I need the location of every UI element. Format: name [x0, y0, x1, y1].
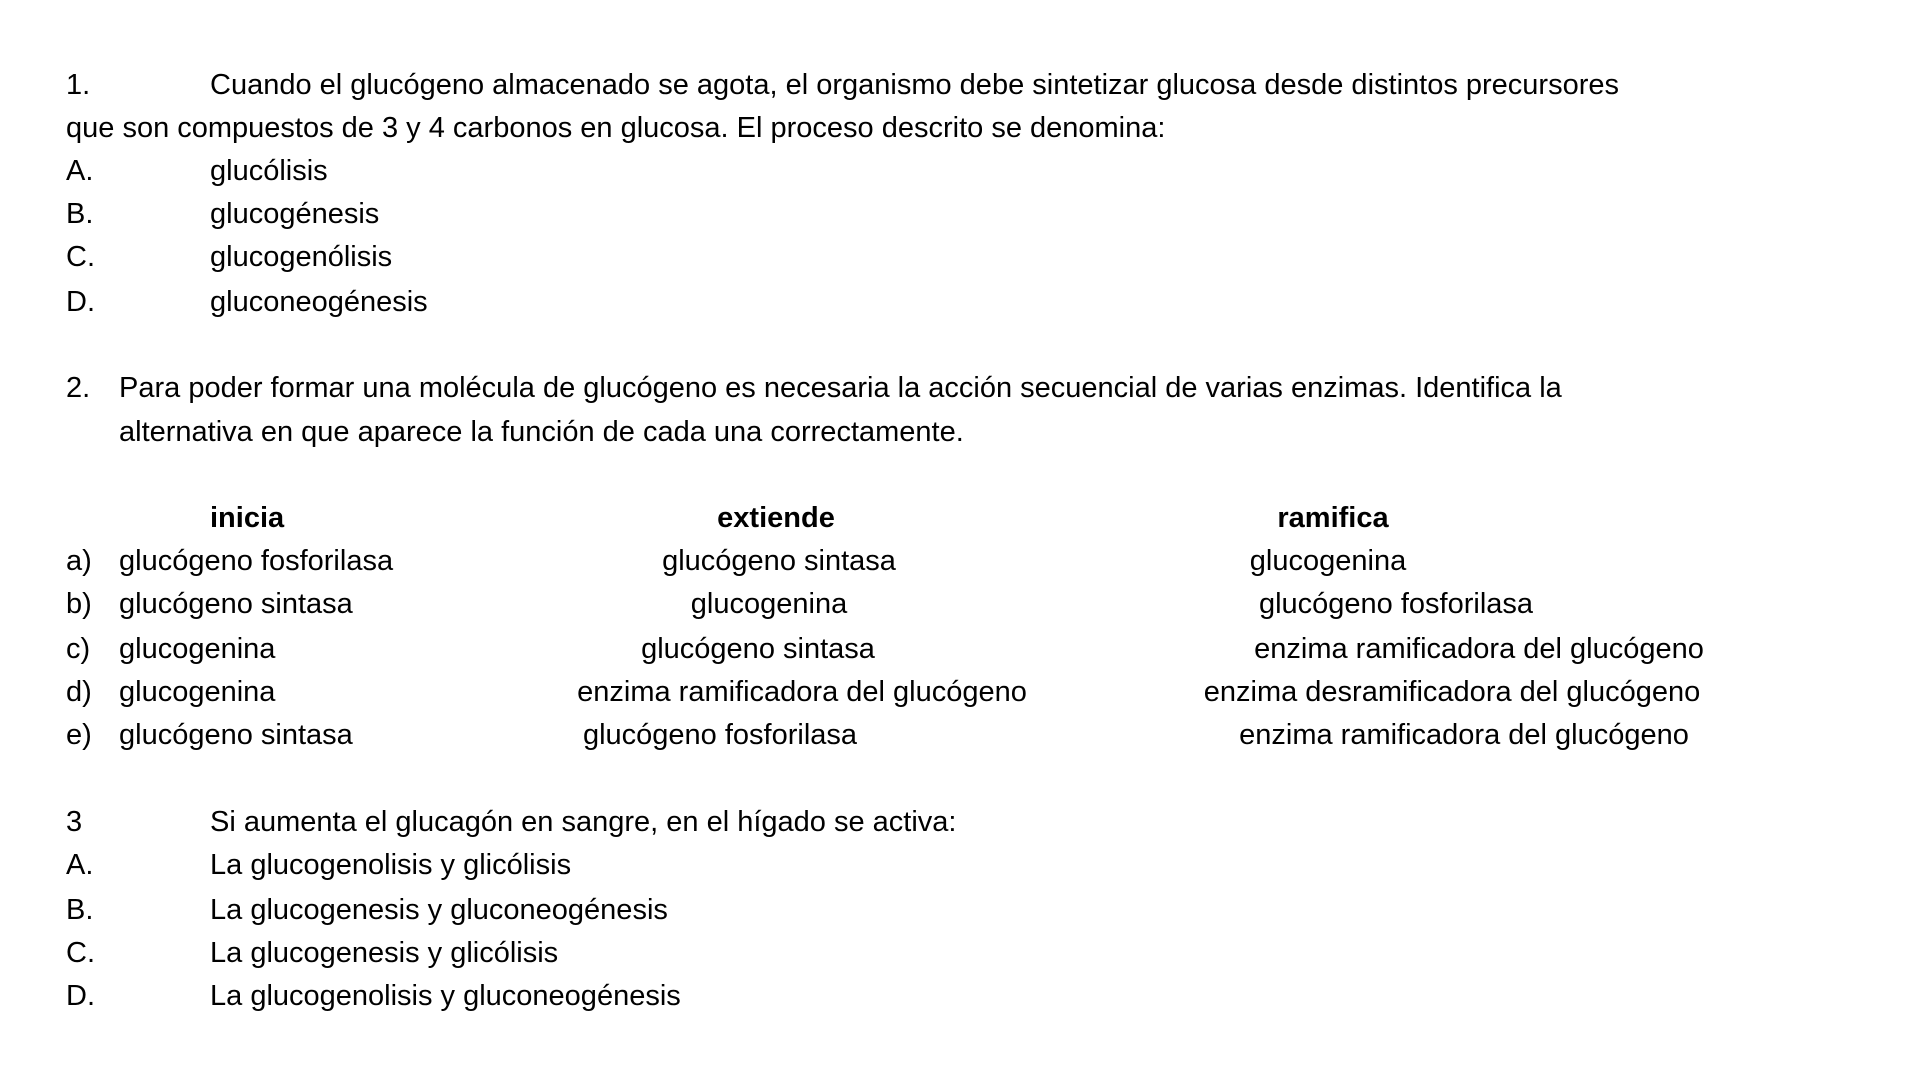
cell-inicia: glucógeno sintasa [119, 588, 353, 620]
question-text: alternativa en que aparece la función de cada una correctamente. [119, 416, 964, 448]
cell-extiende: glucógeno fosforilasa [582, 719, 858, 751]
question-number: 3 [66, 806, 83, 838]
option-text: La glucogenesis y gluconeogénesis [210, 894, 668, 926]
cell-extiende: glucogenina [690, 588, 848, 620]
option-text: La glucogenesis y glicólisis [210, 937, 559, 969]
row-letter: e) [66, 719, 92, 751]
question-text: que son compuestos de 3 y 4 carbonos en glucosa. El proceso descrito se denomina: [66, 112, 1166, 144]
cell-ramifica: enzima ramificadora del glucógeno [1239, 719, 1689, 751]
question-text: Si aumenta el glucagón en sangre, en el hígado se activa: [210, 806, 957, 838]
option-letter: D. [66, 286, 95, 318]
cell-extiende: glucógeno sintasa [662, 545, 896, 577]
option-text: glucogenólisis [210, 241, 393, 273]
question-text: Cuando el glucógeno almacenado se agota, el organismo debe sintetizar glucosa desde distintos precursores [210, 69, 1619, 101]
cell-inicia: glucogenina [119, 633, 276, 665]
option-text: gluconeogénesis [210, 286, 428, 318]
cell-inicia: glucógeno fosforilasa [119, 545, 394, 577]
column-header-ramifica: ramifica [1277, 502, 1389, 534]
row-letter: a) [66, 545, 92, 577]
cell-ramifica: enzima ramificadora del glucógeno [1254, 633, 1704, 665]
option-letter: C. [66, 241, 95, 273]
option-letter: A. [66, 155, 94, 187]
option-letter: B. [66, 894, 94, 926]
row-letter: c) [66, 633, 91, 665]
option-letter: A. [66, 849, 94, 881]
cell-extiende: glucógeno sintasa [641, 633, 875, 665]
column-header-inicia: inicia [210, 502, 285, 534]
option-text: La glucogenolisis y gluconeogénesis [210, 980, 681, 1012]
column-header-extiende: extiende [717, 502, 835, 534]
cell-ramifica: enzima desramificadora del glucógeno [1203, 676, 1701, 708]
row-letter: b) [66, 588, 92, 620]
option-text: glucogénesis [210, 198, 380, 230]
cell-ramifica: glucógeno fosforilasa [1258, 588, 1534, 620]
option-text: glucólisis [210, 155, 328, 187]
cell-ramifica: glucogenina [1249, 545, 1407, 577]
question-number: 2. [66, 372, 91, 404]
option-letter: D. [66, 980, 95, 1012]
option-letter: C. [66, 937, 95, 969]
option-letter: B. [66, 198, 94, 230]
cell-inicia: glucógeno sintasa [119, 719, 353, 751]
question-text: Para poder formar una molécula de glucógeno es necesaria la acción secuencial de varias enzimas. Identifica la [119, 372, 1562, 404]
cell-extiende: enzima ramificadora del glucógeno [577, 676, 1027, 708]
row-letter: d) [66, 676, 92, 708]
option-text: La glucogenolisis y glicólisis [210, 849, 572, 881]
question-number: 1. [66, 69, 91, 101]
cell-inicia: glucogenina [119, 676, 276, 708]
